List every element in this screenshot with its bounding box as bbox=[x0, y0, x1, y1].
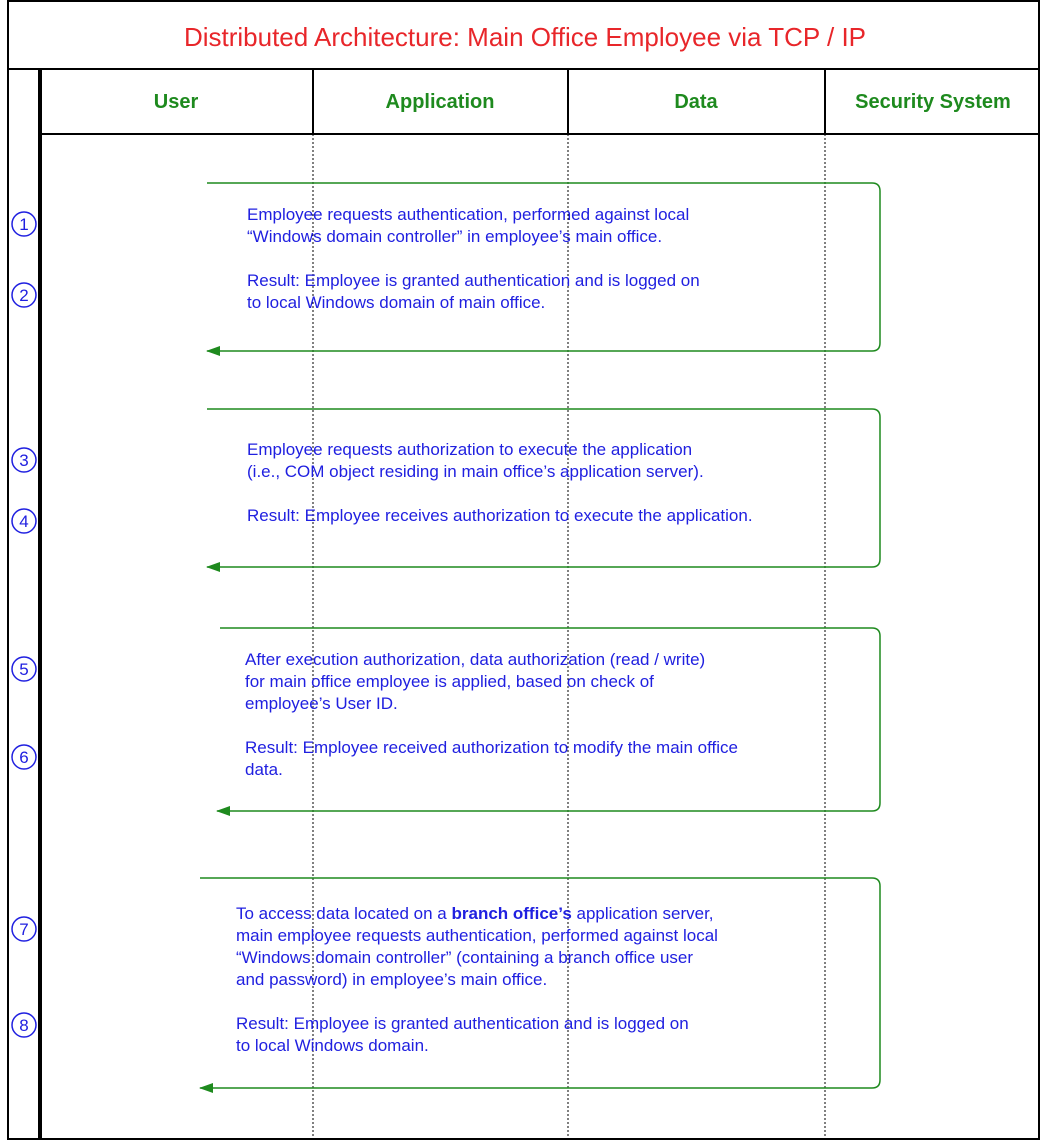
message-line bbox=[245, 650, 705, 669]
message-segment: employee’s User ID. bbox=[245, 694, 398, 713]
message-line bbox=[245, 760, 283, 779]
message-segment: To access data located on a bbox=[236, 904, 452, 923]
message-line bbox=[247, 506, 753, 525]
message-segment: to local Windows domain of main office. bbox=[247, 293, 546, 312]
step-number: 7 bbox=[19, 920, 29, 939]
message-line bbox=[236, 1014, 689, 1033]
message-line bbox=[236, 926, 718, 945]
message-segment: Result: Employee receives authorization to execute the application. bbox=[247, 506, 753, 525]
lane-user: User bbox=[153, 91, 199, 113]
message-segment: and password) in employee’s main office. bbox=[236, 970, 548, 989]
step-marker-6 bbox=[12, 745, 36, 769]
step-number: 1 bbox=[19, 215, 29, 234]
message-segment: application server, bbox=[571, 904, 714, 923]
step-number: 5 bbox=[19, 660, 29, 679]
message-line bbox=[247, 440, 692, 459]
message-line bbox=[236, 970, 547, 989]
message-segment: Employee requests authentication, performed against local bbox=[247, 205, 690, 224]
message-line bbox=[245, 738, 738, 757]
message-line bbox=[236, 904, 714, 923]
diagram-title: Distributed Architecture: Main Office Employee via TCP / IP bbox=[183, 22, 867, 52]
message-segment: data. bbox=[245, 760, 283, 779]
message-line bbox=[236, 1036, 429, 1055]
message-segment: “Windows domain controller” (containing a branch office user bbox=[236, 948, 694, 967]
message-segment: Employee requests authorization to execute the application bbox=[247, 440, 693, 459]
message-line bbox=[247, 293, 545, 312]
step-marker-3 bbox=[12, 448, 36, 472]
message-segment: (i.e., COM object residing in main office’s application server). bbox=[247, 462, 704, 481]
lane-application: Application bbox=[385, 91, 495, 113]
message-line bbox=[236, 948, 693, 967]
message-line bbox=[247, 227, 662, 246]
message-emphasis: branch office’s bbox=[451, 904, 572, 923]
message-line bbox=[247, 462, 704, 481]
message-segment: Result: Employee received authorization to modify the main office bbox=[245, 738, 738, 757]
message-segment: “Windows domain controller” in employee’s main office. bbox=[247, 227, 663, 246]
step-marker-8 bbox=[12, 1013, 36, 1037]
step-marker-5 bbox=[12, 657, 36, 681]
step-number: 2 bbox=[19, 286, 29, 305]
message-line bbox=[247, 205, 689, 224]
step-marker-1 bbox=[12, 212, 36, 236]
message-segment: Result: Employee is granted authentication and is logged on bbox=[247, 271, 700, 290]
lane-security-system: Security System bbox=[855, 91, 1011, 113]
message-line bbox=[245, 694, 398, 713]
lane-data: Data bbox=[674, 91, 718, 113]
message-segment: After execution authorization, data authorization (read / write) bbox=[245, 650, 706, 669]
step-marker-7 bbox=[12, 917, 36, 941]
step-marker-4 bbox=[12, 509, 36, 533]
message-line bbox=[245, 672, 654, 691]
message-segment: Result: Employee is granted authentication and is logged on bbox=[236, 1014, 689, 1033]
step-number: 3 bbox=[19, 451, 29, 470]
message-segment: main employee requests authentication, performed against local bbox=[236, 926, 718, 945]
message-segment: to local Windows domain. bbox=[236, 1036, 429, 1055]
step-marker-2 bbox=[12, 283, 36, 307]
message-segment: for main office employee is applied, based on check of bbox=[245, 672, 654, 691]
step-number: 4 bbox=[19, 512, 29, 531]
diagram-frame bbox=[8, 1, 1039, 1139]
message-line bbox=[247, 271, 700, 290]
step-number: 6 bbox=[19, 748, 29, 767]
step-number: 8 bbox=[19, 1016, 29, 1035]
